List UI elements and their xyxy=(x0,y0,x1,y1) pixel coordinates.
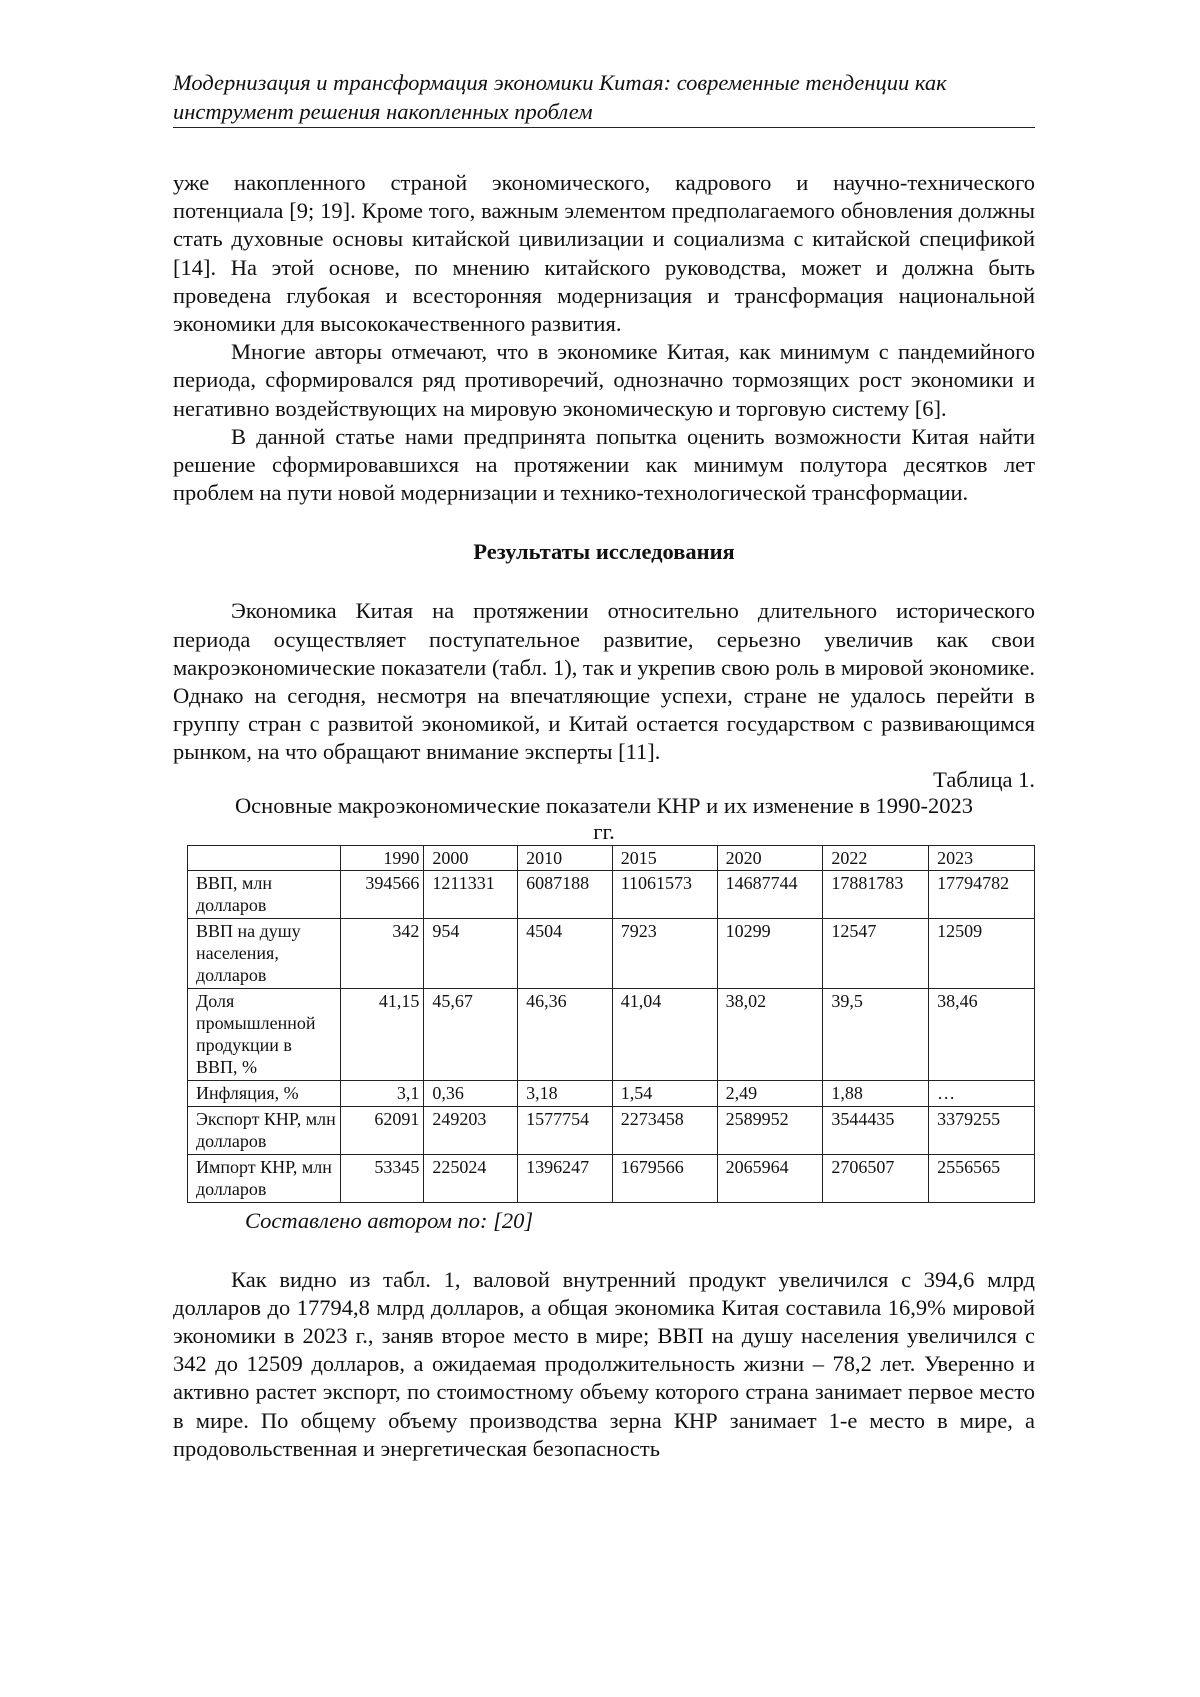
table-cell: 2589952 xyxy=(717,1106,823,1154)
table-cell: … xyxy=(929,1080,1035,1106)
table-cell: 3,1 xyxy=(341,1080,424,1106)
table-cell: 62091 xyxy=(341,1106,424,1154)
paragraph: Многие авторы отмечают, что в экономике Китая, как минимум с пандемийного периода, сформировался ряд противоречий, однозначно тормозящих рост экономики и негативно воздействующих на мировую экономическую и торговую систему [6]. xyxy=(173,339,1035,421)
table-cell: 1,88 xyxy=(823,1080,929,1106)
table-cell: 53345 xyxy=(341,1154,424,1202)
running-head-line-2: инструмент решения накопленных проблем xyxy=(173,99,593,124)
table-cell: 1,54 xyxy=(612,1080,717,1106)
table-cell: 41,04 xyxy=(612,988,717,1080)
table-cell: 2,49 xyxy=(717,1080,823,1106)
table-row-label: ВВП на душу населения, долларов xyxy=(188,918,341,988)
table-cell: 2273458 xyxy=(612,1106,717,1154)
table-number: Таблица 1. xyxy=(933,766,1035,792)
table-row-label: Инфляция, % xyxy=(188,1080,341,1106)
table-row xyxy=(188,1106,1035,1154)
table-cell: 2065964 xyxy=(717,1154,823,1202)
page xyxy=(173,68,1035,1463)
table-cell: 4504 xyxy=(518,918,613,988)
table-cell: 7923 xyxy=(612,918,717,988)
paragraph: В данной статье нами предпринята попытка оценить возможности Китая найти решение сформировавшихся на протяжении как минимум полутора десятков лет проблем на пути новой модернизации и технико-технологической трансформации. xyxy=(173,423,1035,506)
table-cell: 38,46 xyxy=(929,988,1035,1080)
table-cell: 2556565 xyxy=(929,1154,1035,1202)
table-row-label: Доля промышленной продукции в ВВП, % xyxy=(188,988,341,1080)
table-cell: 3544435 xyxy=(823,1106,929,1154)
table-header-year: 2022 xyxy=(823,845,929,870)
table-row xyxy=(188,918,1035,988)
table-cell: 12547 xyxy=(823,918,929,988)
table-header-row xyxy=(188,845,1035,870)
table-cell: 6087188 xyxy=(518,870,613,918)
table-row xyxy=(188,870,1035,918)
table-cell: 17881783 xyxy=(823,870,929,918)
table-cell: 12509 xyxy=(929,918,1035,988)
table-cell: 45,67 xyxy=(424,988,518,1080)
table-cell: 11061573 xyxy=(612,870,717,918)
paragraph: Экономика Китая на протяжении относительно длительного исторического периода осуществляет поступательное развитие, серьезно увеличив как свои макроэкономические показатели (табл. 1), так и укрепив свою роль в мировой экономике. Однако на сегодня, несмотря на впечатляющие успехи, стране не удалось перейти в группу стран с развитой экономикой, и Китай остается государством с развивающимся рынком, на что обращают внимание эксперты [11]. xyxy=(173,598,1035,765)
table-header-year: 2023 xyxy=(929,845,1035,870)
table-cell: 1679566 xyxy=(612,1154,717,1202)
table-cell: 10299 xyxy=(717,918,823,988)
paragraph: Как видно из табл. 1, валовой внутренний продукт увеличился с 394,6 млрд долларов до 17794,8 млрд долларов, а общая экономика Китая составила 16,9% мировой экономики в 2023 г., заняв второе место в мире; ВВП на душу населения увеличился с 342 до 12509 долларов, а ожидаемая продолжительность жизни – 78,2 лет. Уверенно и активно растет экспорт, по стоимостному объему которого страна занимает первое место в мире. По общему объему производства зерна КНР занимает 1-е место в мире, а продовольственная и энергетическая безопасность xyxy=(173,1266,1035,1461)
table-header-year: 2020 xyxy=(717,845,823,870)
table-cell: 342 xyxy=(341,918,424,988)
table-source-note: Составлено автором по: [20] xyxy=(245,1207,534,1233)
paragraph: уже накопленного страной экономического, кадрового и научно-технического потенциала [9; 19]. Кроме того, важным элементом предполагаемого обновления должны стать духовные основы китайской цивилизации и социализма с китайской спецификой [14]. На этой основе, по мнению китайского руководства, может и должна быть проведена глубокая и всесторонняя модернизация и трансформация национальной экономики для высококачественного развития. xyxy=(173,170,1035,337)
table-cell: 39,5 xyxy=(823,988,929,1080)
table-cell: 1396247 xyxy=(518,1154,613,1202)
table-header-year: 2010 xyxy=(518,845,613,870)
header-rule xyxy=(173,127,1035,128)
table-row-label: Экспорт КНР, млн долларов xyxy=(188,1106,341,1154)
table-cell: 249203 xyxy=(424,1106,518,1154)
table-cell: 2706507 xyxy=(823,1154,929,1202)
section-heading: Результаты исследования xyxy=(473,539,735,565)
table-title: Основные макроэкономические показатели КНР и их изменение в 1990-2023 гг. xyxy=(234,792,974,844)
table-corner-cell xyxy=(188,845,341,870)
table-cell: 394566 xyxy=(341,870,424,918)
table-header-year: 2015 xyxy=(612,845,717,870)
running-head-line-1: Модернизация и трансформация экономики Китая: современные тенденции как xyxy=(173,70,947,95)
table-row-label: Импорт КНР, млн долларов xyxy=(188,1154,341,1202)
table-cell: 14687744 xyxy=(717,870,823,918)
article-body xyxy=(173,169,1035,1463)
table-cell: 38,02 xyxy=(717,988,823,1080)
table-cell: 1577754 xyxy=(518,1106,613,1154)
table-cell: 954 xyxy=(424,918,518,988)
running-head xyxy=(173,68,1035,126)
table-cell: 0,36 xyxy=(424,1080,518,1106)
table-row xyxy=(188,988,1035,1080)
table-header-year: 1990 xyxy=(341,845,424,870)
table-cell: 41,15 xyxy=(341,988,424,1080)
table-cell: 3379255 xyxy=(929,1106,1035,1154)
macro-indicators-table xyxy=(187,845,1035,1203)
table-row-label: ВВП, млн долларов xyxy=(188,870,341,918)
table-cell: 17794782 xyxy=(929,870,1035,918)
table-row xyxy=(188,1154,1035,1202)
table-cell: 3,18 xyxy=(518,1080,613,1106)
table-row xyxy=(188,1080,1035,1106)
table-cell: 46,36 xyxy=(518,988,613,1080)
table-header-year: 2000 xyxy=(424,845,518,870)
table-cell: 225024 xyxy=(424,1154,518,1202)
table-cell: 1211331 xyxy=(424,870,518,918)
